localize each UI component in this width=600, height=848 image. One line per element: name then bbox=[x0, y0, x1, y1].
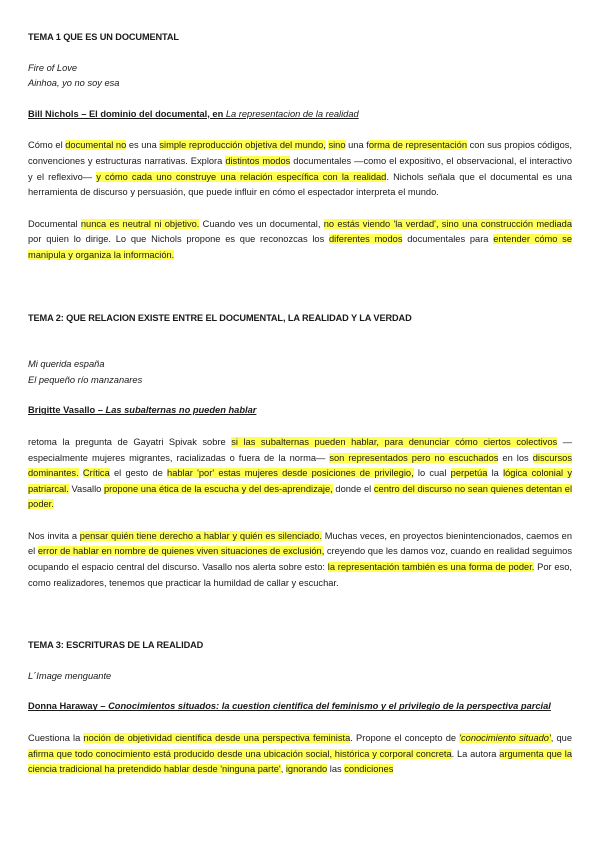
text-run: Muchas veces, en proyectos bienintencionados, caemos en el bbox=[28, 530, 572, 557]
text-run: en los bbox=[498, 452, 533, 463]
text-run: es una bbox=[126, 140, 160, 151]
highlighted-text: orma de representación bbox=[368, 140, 468, 151]
highlighted-text: documental no bbox=[65, 140, 127, 151]
film-title: Mi querida españa bbox=[28, 359, 105, 370]
highlighted-text: no estás viendo 'la verdad', sino una construcción mediada bbox=[323, 218, 572, 229]
highlighted-text: entender cómo se manipula y organiza la información. bbox=[28, 234, 572, 260]
paragraph bbox=[28, 529, 572, 591]
highlighted-text: diferentes modos bbox=[328, 234, 403, 245]
text-run: Cuestiona la bbox=[28, 733, 84, 744]
highlighted-text: ignorando bbox=[285, 764, 328, 775]
highlighted-text: la representación también es una forma de poder. bbox=[327, 562, 535, 573]
text-run: donde el bbox=[332, 483, 374, 494]
highlighted-text: simple reproducción objetiva del mundo, bbox=[159, 140, 326, 151]
text-run: Nos invita a bbox=[28, 530, 80, 541]
highlighted-text: Crítica bbox=[82, 468, 110, 479]
highlighted-text: 'conocimiento situado' bbox=[459, 733, 551, 744]
text-run: Cómo el bbox=[28, 140, 66, 151]
highlighted-text: nunca es neutral ni objetivo. bbox=[80, 218, 200, 229]
text-run: las bbox=[327, 764, 345, 775]
text-run: —especialmente mujeres migrantes, racializadas o fuera de la norma— bbox=[28, 436, 572, 463]
text-run: creyendo que les damos voz, cuando en realidad seguimos ocupando el espacio central del discurso. Vasallo nos alerta sobre esto: bbox=[28, 546, 572, 573]
highlighted-text: lógica colonial y patriarcal. bbox=[28, 468, 572, 494]
section-heading-tema-2: TEMA 2: QUE RELACION EXISTE ENTRE EL DOCUMENTAL, LA REALIDAD Y LA VERDAD bbox=[28, 312, 412, 323]
paragraph bbox=[28, 731, 572, 778]
text-run: , que bbox=[550, 733, 573, 744]
text-run: documentales —como el expositivo, el observacional, el interactivo y el reflexivo— bbox=[28, 155, 573, 182]
text-run: . Nichols señala que el documental es una herramienta de discurso y persuasión, que puede influir en cómo el espectador interpreta el mundo. bbox=[28, 171, 572, 198]
author-reference: Bill Nichols – El dominio del documental, en La representacion de la realidad bbox=[28, 108, 359, 119]
text-run: , bbox=[280, 764, 286, 775]
highlighted-text: error de hablar en nombre de quienes viven situaciones de exclusión, bbox=[37, 546, 325, 557]
paragraph bbox=[28, 217, 572, 264]
film-title: El pequeño río manzanares bbox=[28, 374, 143, 385]
highlighted-text: y cómo cada uno construye una relación específica con la realidad bbox=[96, 171, 387, 182]
text-run: . Propone el concepto de bbox=[350, 733, 460, 744]
film-title: Fire of Love bbox=[28, 62, 78, 73]
highlighted-text: distintos modos bbox=[225, 155, 291, 166]
highlighted-text: propone una ética de la escucha y del des-aprendizaje, bbox=[104, 483, 333, 494]
highlighted-text: argumenta que la ciencia tradicional ha pretendido hablar desde 'ninguna parte' bbox=[28, 748, 572, 775]
highlighted-text: discursos dominantes. bbox=[28, 452, 572, 479]
text-run: el gesto de bbox=[109, 468, 168, 479]
highlighted-text: centro del discurso no sean quienes detentan el poder. bbox=[28, 483, 573, 510]
section-heading-tema-3: TEMA 3: ESCRITURAS DE LA REALIDAD bbox=[28, 640, 204, 651]
text-run: . La autora bbox=[451, 748, 500, 759]
section-heading-tema-1: TEMA 1 QUE ES UN DOCUMENTAL bbox=[28, 32, 179, 42]
text-run: Por eso, como realizadores, tenemos que practicar la humildad de callar y escuchar. bbox=[28, 562, 572, 588]
text-run: Documental bbox=[28, 218, 81, 229]
text-run: por quien lo dirige. Lo que Nichols propone es que reconozcas los bbox=[28, 234, 329, 245]
text-run: una f bbox=[345, 140, 369, 151]
highlighted-text: son representados pero no escuchados bbox=[329, 452, 499, 463]
text-run: Cuando ves un documental, bbox=[199, 218, 324, 229]
film-title: Ainhoa, yo no soy esa bbox=[28, 78, 120, 89]
author-reference: Donna Haraway – Conocimientos situados: la cuestion cientifica del feminismo y el privilegio de la perspectiva parcial bbox=[28, 701, 551, 712]
paragraph bbox=[28, 138, 572, 200]
text-run: retoma la pregunta de Gayatri Spivak sobre bbox=[28, 436, 232, 447]
highlighted-text: si las subalternas pueden hablar, para denunciar cómo ciertos colectivos bbox=[231, 436, 558, 447]
highlighted-text: sino bbox=[328, 140, 346, 151]
text-run: con sus propios códigos, convenciones y estructuras narrativas. Explora bbox=[28, 140, 572, 166]
highlighted-text: hablar 'por' estas mujeres desde posiciones de privilegio, bbox=[167, 468, 414, 479]
film-title: L´Image menguante bbox=[28, 670, 112, 681]
highlighted-text: afirma que todo conocimiento está producido desde una ubicación social, histórica y corporal concreta bbox=[28, 748, 452, 759]
highlighted-text: perpetúa bbox=[450, 468, 488, 479]
text-run: documentales para bbox=[402, 234, 494, 245]
text-run: la bbox=[487, 468, 504, 479]
highlighted-text: condiciones bbox=[344, 764, 394, 775]
author-reference: Brigitte Vasallo – Las subalternas no pueden hablar bbox=[28, 405, 257, 416]
highlighted-text: pensar quién tiene derecho a hablar y quién es silenciado. bbox=[79, 530, 322, 541]
highlighted-text: noción de objetividad científica desde una perspectiva feminista bbox=[83, 733, 351, 744]
text-run: lo cual bbox=[413, 468, 451, 479]
paragraph bbox=[28, 435, 572, 513]
text-run: Vasallo bbox=[68, 483, 104, 494]
